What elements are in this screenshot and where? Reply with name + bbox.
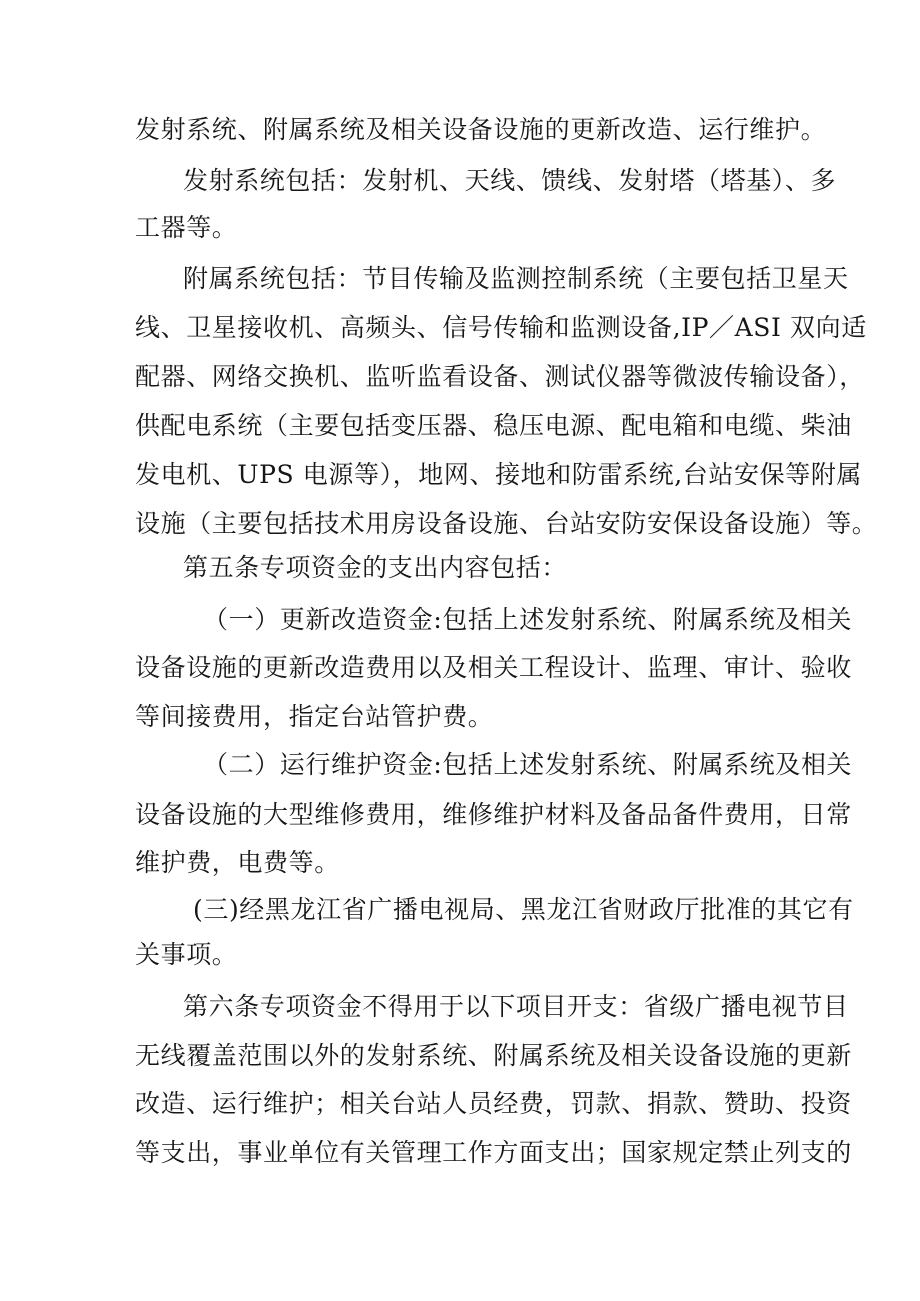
text-line: 等支出，事业单位有关管理工作方面支出；国家规定禁止列支的 [135,1138,852,1167]
text-line: 配器、网络交换机、监听监看设备、测试仪器等微波传输设备）， [135,362,865,391]
text-line: 改造、运行维护；相关台站人员经费，罚款、捐款、赞助、投资 [135,1089,852,1118]
text-line: （二）运行维护资金:包括上述发射系统、附属系统及相关 [203,750,853,779]
text-line: 供配电系统（主要包括变压器、稳压电源、配电箱和电缆、柴油 [135,411,852,440]
text-line: 维护费，电费等。 [135,848,340,877]
section-heading: 第五条专项资金的支出内容包括： [183,553,568,582]
text-line: 设施（主要包括技术用房设备设施、台站安防安保设备设施）等。 [135,509,878,538]
text-line: 关事项。 [135,940,238,969]
text-line: 等间接费用，指定台站管护费。 [135,702,494,731]
text-line: 附属系统包括：节目传输及监测控制系统（主要包括卫星天 [183,264,849,293]
text-line: 发射系统包括：发射机、天线、馈线、发射塔（塔基）、多 [183,166,837,195]
section-heading: 第六条专项资金不得用于以下项目开支：省级广播电视节目 [183,992,849,1021]
text-line: 设备设施的更新改造费用以及相关工程设计、监理、审计、验收 [135,653,852,682]
text-line: 工器等。 [135,213,238,242]
text-line: （一）更新改造资金:包括上述发射系统、附属系统及相关 [203,605,853,634]
text-line: 发射系统、附属系统及相关设备设施的更新改造、运行维护。 [135,115,827,144]
text-line: (三)经黑龙江省广播电视局、黑龙江省财政厅批准的其它有 [193,895,854,924]
text-line: 发电机、UPS 电源等），地网、接地和防雷系统,台站安保等附属 [135,460,863,489]
text-line: 线、卫星接收机、高频头、信号传输和监测设备,IP／ASI 双向适 [135,313,867,342]
text-line: 设备设施的大型维修费用，维修维护材料及备品备件费用，日常 [135,800,852,829]
text-line: 无线覆盖范围以外的发射系统、附属系统及相关设备设施的更新 [135,1041,852,1070]
